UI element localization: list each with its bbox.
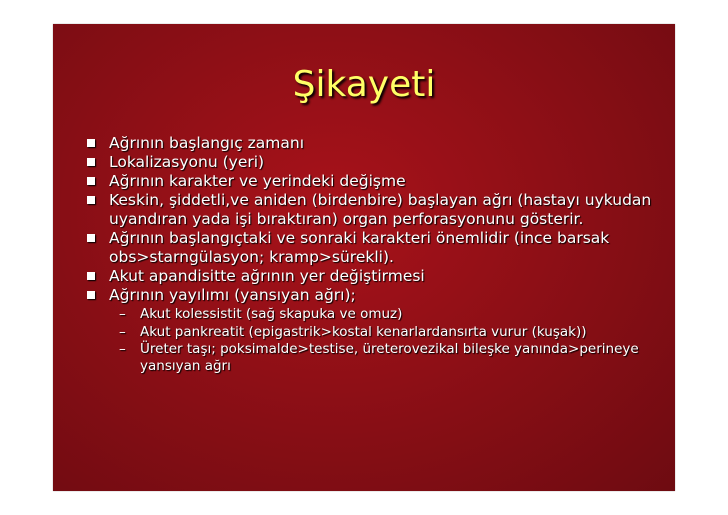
sub-bullet-item [85,324,665,341]
dash-bullet-icon: – [119,323,126,340]
bullet-text: Keskin, şiddetli,ve aniden (birdenbire) başlayan ağrı (hastayı uykudan uyandıran yada işi bıraktıran) organ perforasyonunu gösterir. [109,191,652,228]
square-bullet-icon [87,158,95,166]
bullet-item [85,153,665,172]
square-bullet-icon [87,196,95,204]
sub-bullet-item [85,306,665,323]
bullet-item [85,191,665,229]
square-bullet-icon [87,234,95,242]
bullet-text: Lokalizasyonu (yeri) [109,153,265,171]
bullet-item [85,229,665,267]
square-bullet-icon [87,272,95,280]
bullet-item [85,286,665,305]
sub-bullet-text: Üreter taşı; poksimalde>testise, üreterovezikal bileşke yanında>perineye yansıyan ağrı [140,341,639,374]
bullet-text: Ağrının başlangıçtaki ve sonraki karakteri önemlidir (ince barsak obs>starngülasyon; kramp>sürekli). [109,229,610,266]
sub-bullet-item [85,341,665,374]
bullet-item [85,267,665,286]
bullet-text: Ağrının başlangıç zamanı [109,134,304,152]
slide-title: Şikayeti [292,64,436,105]
bullet-item [85,172,665,191]
bullet-item [85,134,665,153]
sub-bullet-text: Akut kolessistit (sağ skapuka ve omuz) [140,306,403,322]
square-bullet-icon [87,177,95,185]
slide [53,24,675,491]
bullet-text: Ağrının yayılımı (yansıyan ağrı); [109,286,356,304]
dash-bullet-icon: – [119,306,126,322]
slide-body [85,134,665,374]
bullet-text: Ağrının karakter ve yerindeki değişme [109,172,406,190]
sub-bullet-text: Akut pankreatit (epigastrik>kostal kenarlardansırta vurur (kuşak)) [140,323,587,340]
bullet-text: Akut apandisitte ağrının yer değiştirmesi [109,267,425,285]
dash-bullet-icon: – [119,341,126,357]
square-bullet-icon [87,139,95,147]
square-bullet-icon [87,291,95,299]
